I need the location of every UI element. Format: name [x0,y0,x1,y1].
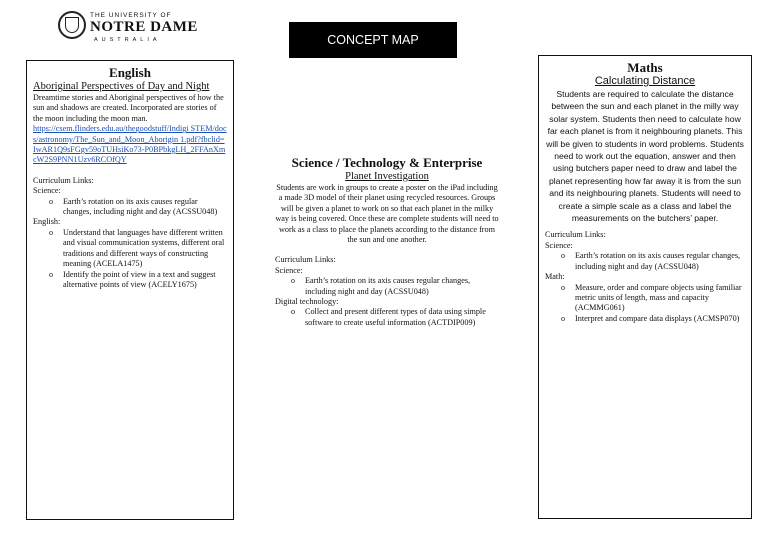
science-science-list [275,276,499,297]
science-curriculum-links-label: Curriculum Links: [275,255,336,265]
english-subheading: Aboriginal Perspectives of Day and Night [33,81,210,92]
list-item: o Measure, order and compare objects using familiar metric units of length, mass and capacity (ACMMG061) [575,283,745,314]
science-digital-label: Digital technology: [275,297,339,307]
science-description: Students are work in groups to create a poster on the iPad including a made 3D model of their planet using recycled resources. Groups will be given a planet to work on so that each planet in the milky way is being covered. Once these are complete students will need to work as a class to place the planets according to the distance from the sun and one another. [275,183,499,245]
logo-line-1: THE UNIVERSITY OF [90,12,172,19]
university-logo [58,10,198,46]
list-item: o Earth’s rotation on its axis causes regular changes, including night and day (ACSSU048) [575,251,745,272]
logo-line-3: AUSTRALIA [94,37,161,43]
science-section [275,155,499,328]
maths-math-list [545,283,745,325]
list-item: o Understand that languages have different written and visual communication systems, different oral traditions and different ways of constructing meaning (ACELA1475) [63,228,227,270]
maths-description: Students are required to calculate the distance between the sun and each planet in the milly way solar system. Students then need to calculate how far each planet is from it neighbouring planets. This will be given to students in word problems. Students need to work out the equation, answer and then using butchers paper need to draw and label the planet representing how far away it is from the sun and its neighbouring planets. Students will need to create a simple scale as a class and label the measurements on the butchers’ paper. [546,89,744,224]
english-science-list [33,197,227,218]
science-digital-list [275,307,499,328]
maths-curriculum-links-label: Curriculum Links: [545,230,606,240]
science-heading: Science / Technology & Enterprise [291,155,483,170]
english-science-label: Science: [33,186,61,196]
maths-science-label: Science: [545,240,573,250]
list-item: o Collect and present different types of data using simple software to create useful information (ACTDIP009) [305,307,499,328]
maths-section [538,55,752,519]
list-item: o Interpret and compare data displays (ACMSP070) [575,314,745,324]
english-heading: English [109,65,151,80]
list-item: o Identify the point of view in a text and suggest alternative points of view (ACELY1675) [63,270,227,291]
maths-heading: Maths [627,60,663,75]
english-description: Dreamtime stories and Aboriginal perspectives of how the sun and shadows are created. Incorporated are stories of the moon including the moon man. [33,93,224,123]
science-subheading: Planet Investigation [345,171,429,182]
maths-math-label: Math: [545,272,565,282]
english-english-label: English: [33,217,61,227]
english-curriculum-links-label: Curriculum Links: [33,175,94,185]
crest-icon [58,11,86,39]
moon-stories-link[interactable]: https://csem.flinders.edu.au/thegoodstuff/Indigi STEM/docs/astronomy/The_Sun_and_Moon_Aborigin 1.pdf?fbclid=IwAR1Q9sFGgv59oTUHsiKo73-P0BPbkgLH_2FFAnXmcW2S9PNN1Uzv6RCOfQY [33,124,227,165]
maths-science-list [545,251,745,272]
science-science-label: Science: [275,265,303,275]
concept-map-banner: CONCEPT MAP [289,22,457,58]
list-item: o Earth’s rotation on its axis causes regular changes, including night and day (ACSSU048) [63,197,227,218]
list-item: o Earth’s rotation on its axis causes regular changes, including night and day (ACSSU048) [305,276,499,297]
english-english-list [33,228,227,290]
logo-line-2: NOTRE DAME [90,19,198,35]
maths-subheading: Calculating Distance [594,75,696,87]
english-section [26,60,234,520]
